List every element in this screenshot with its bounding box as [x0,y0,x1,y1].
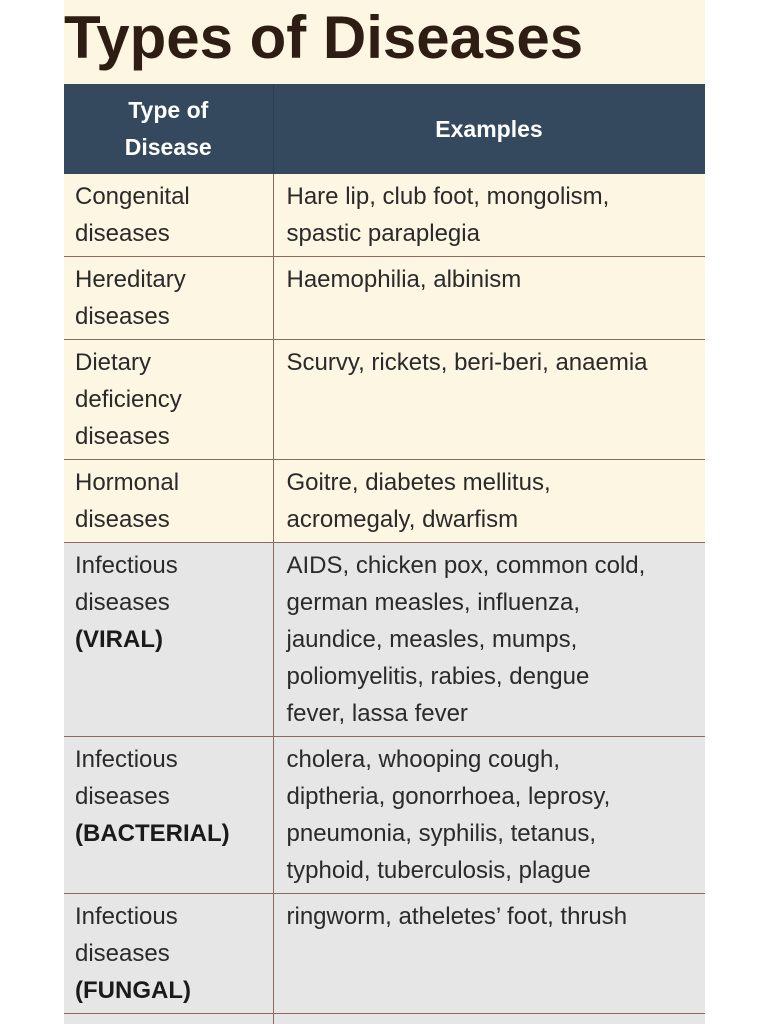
disease-type-cell [64,1014,273,1024]
category-tag: (FUNGAL) [75,977,191,1004]
document-page [64,0,705,1024]
table-row [64,257,705,340]
header-type-of-disease: Type of Disease [64,84,273,174]
table-row-partial [64,1014,705,1024]
table-row [64,543,705,737]
header-examples: Examples [273,84,705,174]
examples-cell: Hare lip, club foot, mongolism, spastic paraplegia [273,174,705,257]
category-tag: (BACTERIAL) [75,820,230,847]
examples-cell [273,1014,705,1024]
table-row [64,460,705,543]
examples-cell: ringworm, atheletes’ foot, thrush [273,894,705,1014]
page-title: Types of Diseases [64,4,584,71]
diseases-table [64,84,705,1024]
examples-cell: cholera, whooping cough, diptheria, gonorrhoea, leprosy, pneumonia, syphilis, tetanus, typhoid, tuberculosis, plague [273,737,705,894]
disease-type-cell: Infectious diseases (BACTERIAL) [64,737,273,894]
examples-cell: Goitre, diabetes mellitus, acromegaly, dwarfism [273,460,705,543]
examples-cell: Scurvy, rickets, beri-beri, anaemia [273,340,705,460]
table-row [64,174,705,257]
disease-type-cell: Congenital diseases [64,174,273,257]
disease-type-cell: Infectious diseases (FUNGAL) [64,894,273,1014]
category-tag: (VIRAL) [75,626,163,653]
examples-cell: Haemophilia, albinism [273,257,705,340]
examples-cell: AIDS, chicken pox, common cold, german measles, influenza, jaundice, measles, mumps, poliomyelitis, rabies, dengue fever, lassa fever [273,543,705,737]
table-row [64,894,705,1014]
table-header-row [64,84,705,174]
disease-type-cell: Infectious diseases (VIRAL) [64,543,273,737]
disease-type-cell: Hereditary diseases [64,257,273,340]
table-row [64,737,705,894]
disease-type-cell: Hormonal diseases [64,460,273,543]
table-row [64,340,705,460]
disease-type-cell: Dietary deficiency diseases [64,340,273,460]
